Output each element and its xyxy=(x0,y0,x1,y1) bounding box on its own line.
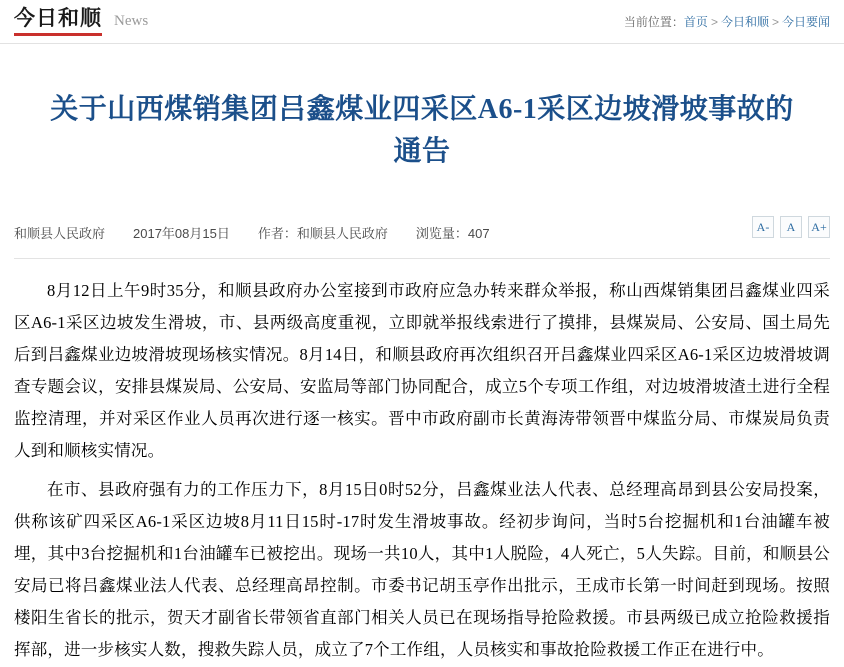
article-meta xyxy=(14,220,830,259)
breadcrumb-item-news[interactable]: 今日要闻 xyxy=(781,15,830,29)
font-normal-button[interactable]: A xyxy=(780,216,802,238)
breadcrumb-label: 当前位置： xyxy=(623,15,684,29)
site-brand-en: News xyxy=(114,13,149,30)
meta-date: 2017年08月15日 xyxy=(133,226,230,241)
page-title: 关于山西煤销集团吕鑫煤业四采区A6-1采区边坡滑坡事故的通告 xyxy=(50,93,794,167)
article-body xyxy=(0,259,844,667)
site-header xyxy=(0,0,844,44)
breadcrumb-separator-1: > xyxy=(710,15,718,29)
font-size-controls xyxy=(752,216,830,238)
site-brand[interactable] xyxy=(14,7,148,35)
meta-author: 作者：和顺县人民政府 xyxy=(257,226,388,241)
font-increase-button[interactable]: A+ xyxy=(808,216,830,238)
site-brand-cn: 今日和顺 xyxy=(14,7,102,35)
breadcrumb-separator-2: > xyxy=(771,15,779,29)
breadcrumb-item-home[interactable]: 首页 xyxy=(683,15,708,29)
article-paragraph-1: 8月12日上午9时35分，和顺县政府办公室接到市政府应急办转来群众举报，称山西煤销集团吕鑫煤业四采区A6-1采区边坡发生滑坡，市、县两级高度重视，立即就举报线索进行了摸排，县煤炭局、公安局、国土局先后到吕鑫煤业边坡滑坡现场核实情况。8月14日，和顺县政府再次组织召开吕鑫煤业四采区A6-1采区边坡滑坡调查专题会议，安排县煤炭局、公安局、安监局等部门协同配合，成立5个专项工作组，对边坡滑坡渣土进行全程监控清理，并对采区作业人员再次进行逐一核实。晋中市政府副市长黄海涛带领晋中煤监分局、市煤炭局负责人到和顺核实情况。 xyxy=(14,280,830,461)
breadcrumb xyxy=(624,13,830,30)
font-decrease-button[interactable]: A- xyxy=(752,216,774,238)
article-paragraph-2: 在市、县政府强有力的工作压力下，8月15日0时52分，吕鑫煤业法人代表、总经理高昂到县公安局投案，供称该矿四采区A6-1采区边坡8月11日15时-17时发生滑坡事故。经初步询问，当时5台挖掘机和1台油罐车被埋，其中3台挖掘机和1台油罐车已被挖出。现场一共10人，其中1人脱险，4人死亡，5人失踪。目前，和顺县公安局已将吕鑫煤业法人代表、总经理高昂控制。市委书记胡玉亭作出批示，王成市长第一时间赶到现场。按照楼阳生省长的批示，贺天才副省长带领省直部门相关人员已在现场指导抢险救援。市县两级已成立抢险救援指挥部，进一步核实人数，搜救失踪人员，成立了7个工作组，人员核实和事故抢险救援工作正在进行中。 xyxy=(14,479,830,660)
breadcrumb-item-today[interactable]: 今日和顺 xyxy=(720,15,769,29)
meta-views: 浏览量：407 xyxy=(415,226,490,241)
title-section xyxy=(0,44,844,198)
meta-source: 和顺县人民政府 xyxy=(14,226,106,241)
